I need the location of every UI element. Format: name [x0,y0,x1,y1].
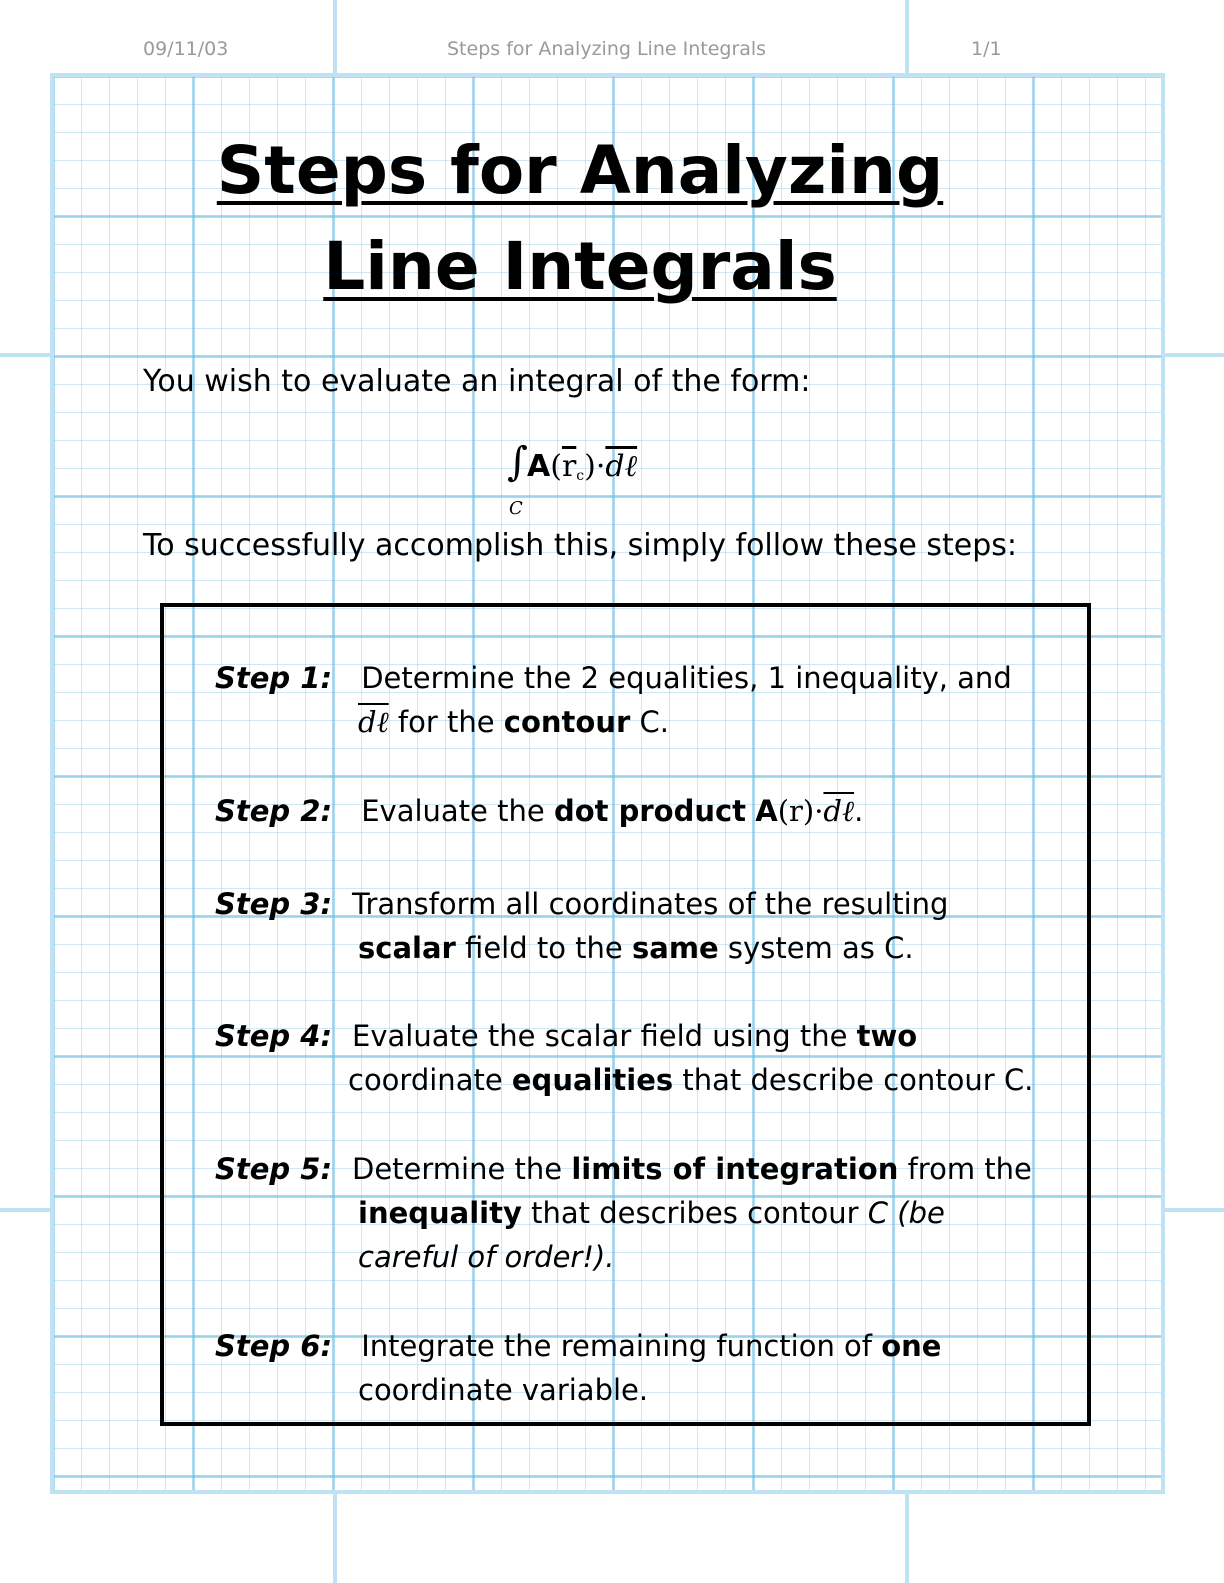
header-date: 09/11/03 [143,38,229,60]
step-4 [215,1014,1033,1102]
page-title-line-2: Line Integrals [323,228,837,305]
step-text: Evaluate the [352,794,554,828]
step-text: Determine the [352,1152,572,1186]
vector-field-symbol: A [755,794,778,828]
step-label: Step 3: [215,887,333,921]
step-emphasis: equalities [511,1063,674,1097]
vector-field-symbol: A [527,449,551,484]
close-paren: ) [584,449,596,484]
differential-length: dℓ [358,705,389,739]
grid-line [905,1494,909,1583]
step-text: from the [898,1152,1032,1186]
contour-subscript: C [509,498,523,519]
step-text: . [854,794,864,828]
integral-sign: ∫ [507,439,528,485]
header-title: Steps for Analyzing Line Integrals [447,38,767,60]
step-continuation [215,926,948,970]
grid-line [333,1494,337,1583]
step-emphasis: scalar [358,931,456,965]
step-continuation [215,1191,1032,1235]
dot-operator: · [595,449,606,484]
step-text: field to the [455,931,632,965]
differential-length: dℓ [605,449,638,484]
step-emphasis: limits of integration [571,1152,899,1186]
step-continuation [215,1368,941,1412]
step-text: Determine the 2 equalities, 1 inequality, and [352,661,1012,695]
step-2 [215,789,863,833]
step-1 [215,656,1012,744]
grid-line [1165,353,1224,357]
step-italic: C (be [867,1196,945,1230]
step-label: Step 4: [215,1019,333,1053]
step-continuation [215,1058,1033,1102]
step-emphasis: contour [503,705,631,739]
open-paren: ( [550,449,562,484]
step-emphasis: dot product [553,794,747,828]
step-text: that describes contour [521,1196,868,1230]
grid-line [905,0,909,73]
step-5 [215,1147,1032,1279]
step-emphasis: same [632,931,719,965]
step-text: C. [630,705,669,739]
grid-line [0,1208,50,1212]
step-continuation [215,1235,1032,1279]
step-text: Transform all coordinates of the resulting [352,887,949,921]
step-label: Step 2: [215,794,333,828]
step-emphasis: one [881,1329,942,1363]
step-text: for the [388,705,504,739]
step-text: coordinate [348,1063,512,1097]
grid-line [333,0,337,73]
step-emphasis: two [856,1019,918,1053]
step-continuation [215,700,1012,744]
step-text: Integrate the remaining function of [352,1329,882,1363]
step-text: coordinate variable. [358,1373,649,1407]
step-italic: careful of order!). [358,1240,615,1274]
position-subscript: c [576,468,585,484]
step-text: system as C. [718,931,914,965]
grid-line [1165,1208,1224,1212]
step-label: Step 1: [215,661,333,695]
formula-fragment: (r)· [777,794,824,828]
step-text: Evaluate the scalar field using the [352,1019,857,1053]
step-emphasis: inequality [358,1196,522,1230]
intro-text: You wish to evaluate an integral of the form: [143,364,811,399]
page-title-line-1: Steps for Analyzing [216,132,944,209]
step-text: that describe contour C. [673,1063,1034,1097]
step-3 [215,882,948,970]
grid-line [0,353,50,357]
position-vector: $\overline{r}$ [561,449,577,484]
lead-text: To successfully accomplish this, simply follow these steps: [143,528,1018,563]
header-page-number: 1/1 [971,38,1002,60]
step-label: Step 6: [215,1329,333,1363]
formula-body [527,449,638,484]
step-6 [215,1324,941,1412]
step-label: Step 5: [215,1152,333,1186]
differential-length: dℓ [823,794,855,828]
